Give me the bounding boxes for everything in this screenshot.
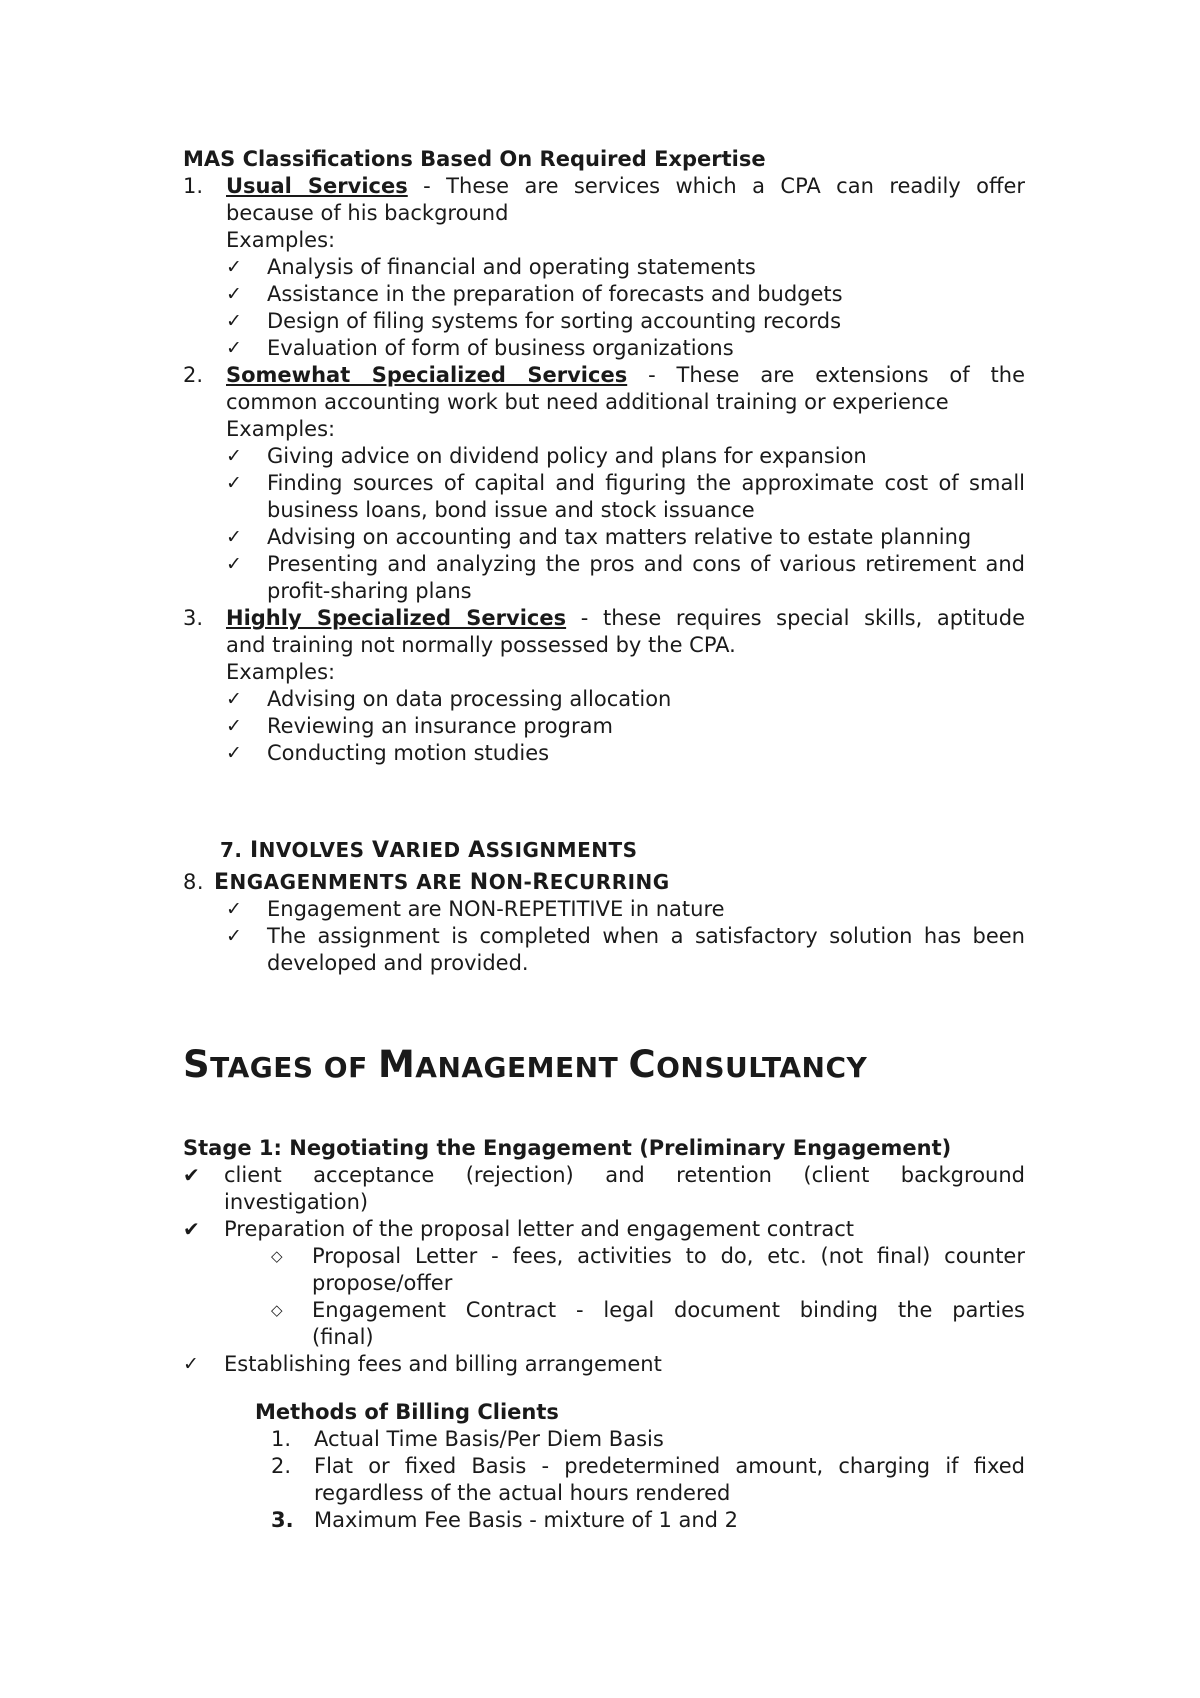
item-number: 1. xyxy=(183,174,204,198)
classification-line: Usual Services - These are services which a CPA can readily offer xyxy=(226,174,1026,198)
list-item: ✔ Preparation of the proposal letter and engagement contract xyxy=(183,1217,855,1241)
examples-label: Examples: xyxy=(226,660,336,684)
check-icon: ✓ xyxy=(226,898,242,920)
list-item: ✓ Giving advice on dividend policy and plans for expansion xyxy=(226,444,867,468)
classification-line: and training not normally possessed by the CPA. xyxy=(226,633,736,657)
classification-item xyxy=(183,362,1025,443)
classification-line: common accounting work but need additional training or experience xyxy=(226,390,949,414)
heading-involves-varied-assignments: 7. INVOLVES VARIED ASSIGNMENTS xyxy=(220,838,638,863)
sub-list-item: ◇ Engagement Contract - legal document binding the parties (final) xyxy=(271,1298,1025,1349)
heavy-check-icon: ✔ xyxy=(183,1217,200,1241)
check-icon: ✓ xyxy=(226,688,242,710)
examples-label: Examples: xyxy=(226,228,336,252)
check-icon: ✓ xyxy=(226,472,242,494)
examples-label: Examples: xyxy=(226,417,336,441)
sub-list-item: ◇ Proposal Letter - fees, activities to do, etc. (not final) counter propose/offer xyxy=(271,1244,1025,1295)
check-icon: ✓ xyxy=(226,715,242,737)
check-icon: ✓ xyxy=(226,925,242,947)
list-item: 1. Actual Time Basis/Per Diem Basis xyxy=(271,1427,664,1451)
check-icon: ✓ xyxy=(226,256,242,278)
diamond-icon: ◇ xyxy=(271,1247,283,1265)
item-number: 2. xyxy=(183,363,204,387)
list-item: ✓ Finding sources of capital and figuring the approximate cost of small business loans, bond issue and stock issuance xyxy=(226,471,1025,522)
diamond-icon: ◇ xyxy=(271,1301,283,1319)
list-item: ✓ Reviewing an insurance program xyxy=(226,714,613,738)
list-item: ✔ client acceptance (rejection) and retention (client background investigation) xyxy=(183,1163,1025,1214)
list-item: ✓ Establishing fees and billing arrangement xyxy=(183,1352,662,1376)
list-item: ✓ Assistance in the preparation of forecasts and budgets xyxy=(226,282,843,306)
section-title: STAGES OF MANAGEMENT CONSULTANCY xyxy=(183,1043,868,1086)
list-item: 3. Maximum Fee Basis - mixture of 1 and 2 xyxy=(271,1508,739,1532)
classification-item xyxy=(183,173,1025,254)
classification-term: Somewhat Specialized Services xyxy=(226,363,628,387)
billing-methods-title: Methods of Billing Clients xyxy=(255,1400,559,1424)
classification-term: Highly Specialized Services xyxy=(226,606,567,630)
classifications-heading: MAS Classifications Based On Required Expertise xyxy=(183,147,766,171)
check-icon: ✓ xyxy=(226,445,242,467)
list-item: 2. Flat or fixed Basis - predetermined amount, charging if fixed regardless of the actual hours rendered xyxy=(271,1454,1025,1505)
list-item: ✓ Design of filing systems for sorting accounting records xyxy=(226,309,842,333)
heavy-check-icon: ✔ xyxy=(183,1163,200,1187)
list-item: ✓ Conducting motion studies xyxy=(226,741,550,765)
list-item: ✓ Evaluation of form of business organizations xyxy=(226,336,734,360)
item-number: 3. xyxy=(183,606,204,630)
list-item: ✓ Analysis of financial and operating statements xyxy=(226,255,756,279)
check-icon: ✓ xyxy=(226,553,242,575)
check-icon: ✓ xyxy=(226,742,242,764)
classification-term: Usual Services xyxy=(226,174,408,198)
classification-item xyxy=(183,605,1025,686)
check-icon: ✓ xyxy=(226,283,242,305)
check-icon: ✓ xyxy=(226,526,242,548)
document-content xyxy=(183,146,1025,1534)
heading-engagements-non-recurring: 8. ENGAGENMENTS ARE NON-RECURRING xyxy=(183,870,670,895)
stage-title: Stage 1: Negotiating the Engagement (Preliminary Engagement) xyxy=(183,1136,952,1160)
list-item: ✓ Engagement are NON-REPETITIVE in nature xyxy=(226,897,725,921)
list-item: ✓ Advising on data processing allocation xyxy=(226,687,672,711)
check-icon: ✓ xyxy=(183,1353,199,1375)
classification-line: because of his background xyxy=(226,201,509,225)
check-icon: ✓ xyxy=(226,310,242,332)
check-icon: ✓ xyxy=(226,337,242,359)
list-item: ✓ The assignment is completed when a satisfactory solution has been developed and provided. xyxy=(226,924,1025,975)
classification-line: Highly Specialized Services - these requires special skills, aptitude xyxy=(226,606,1025,630)
list-item: ✓ Advising on accounting and tax matters relative to estate planning xyxy=(226,525,972,549)
list-item: ✓ Presenting and analyzing the pros and cons of various retirement and profit-sharing plans xyxy=(226,552,1025,603)
classification-line: Somewhat Specialized Services - These are extensions of the xyxy=(226,363,1025,387)
